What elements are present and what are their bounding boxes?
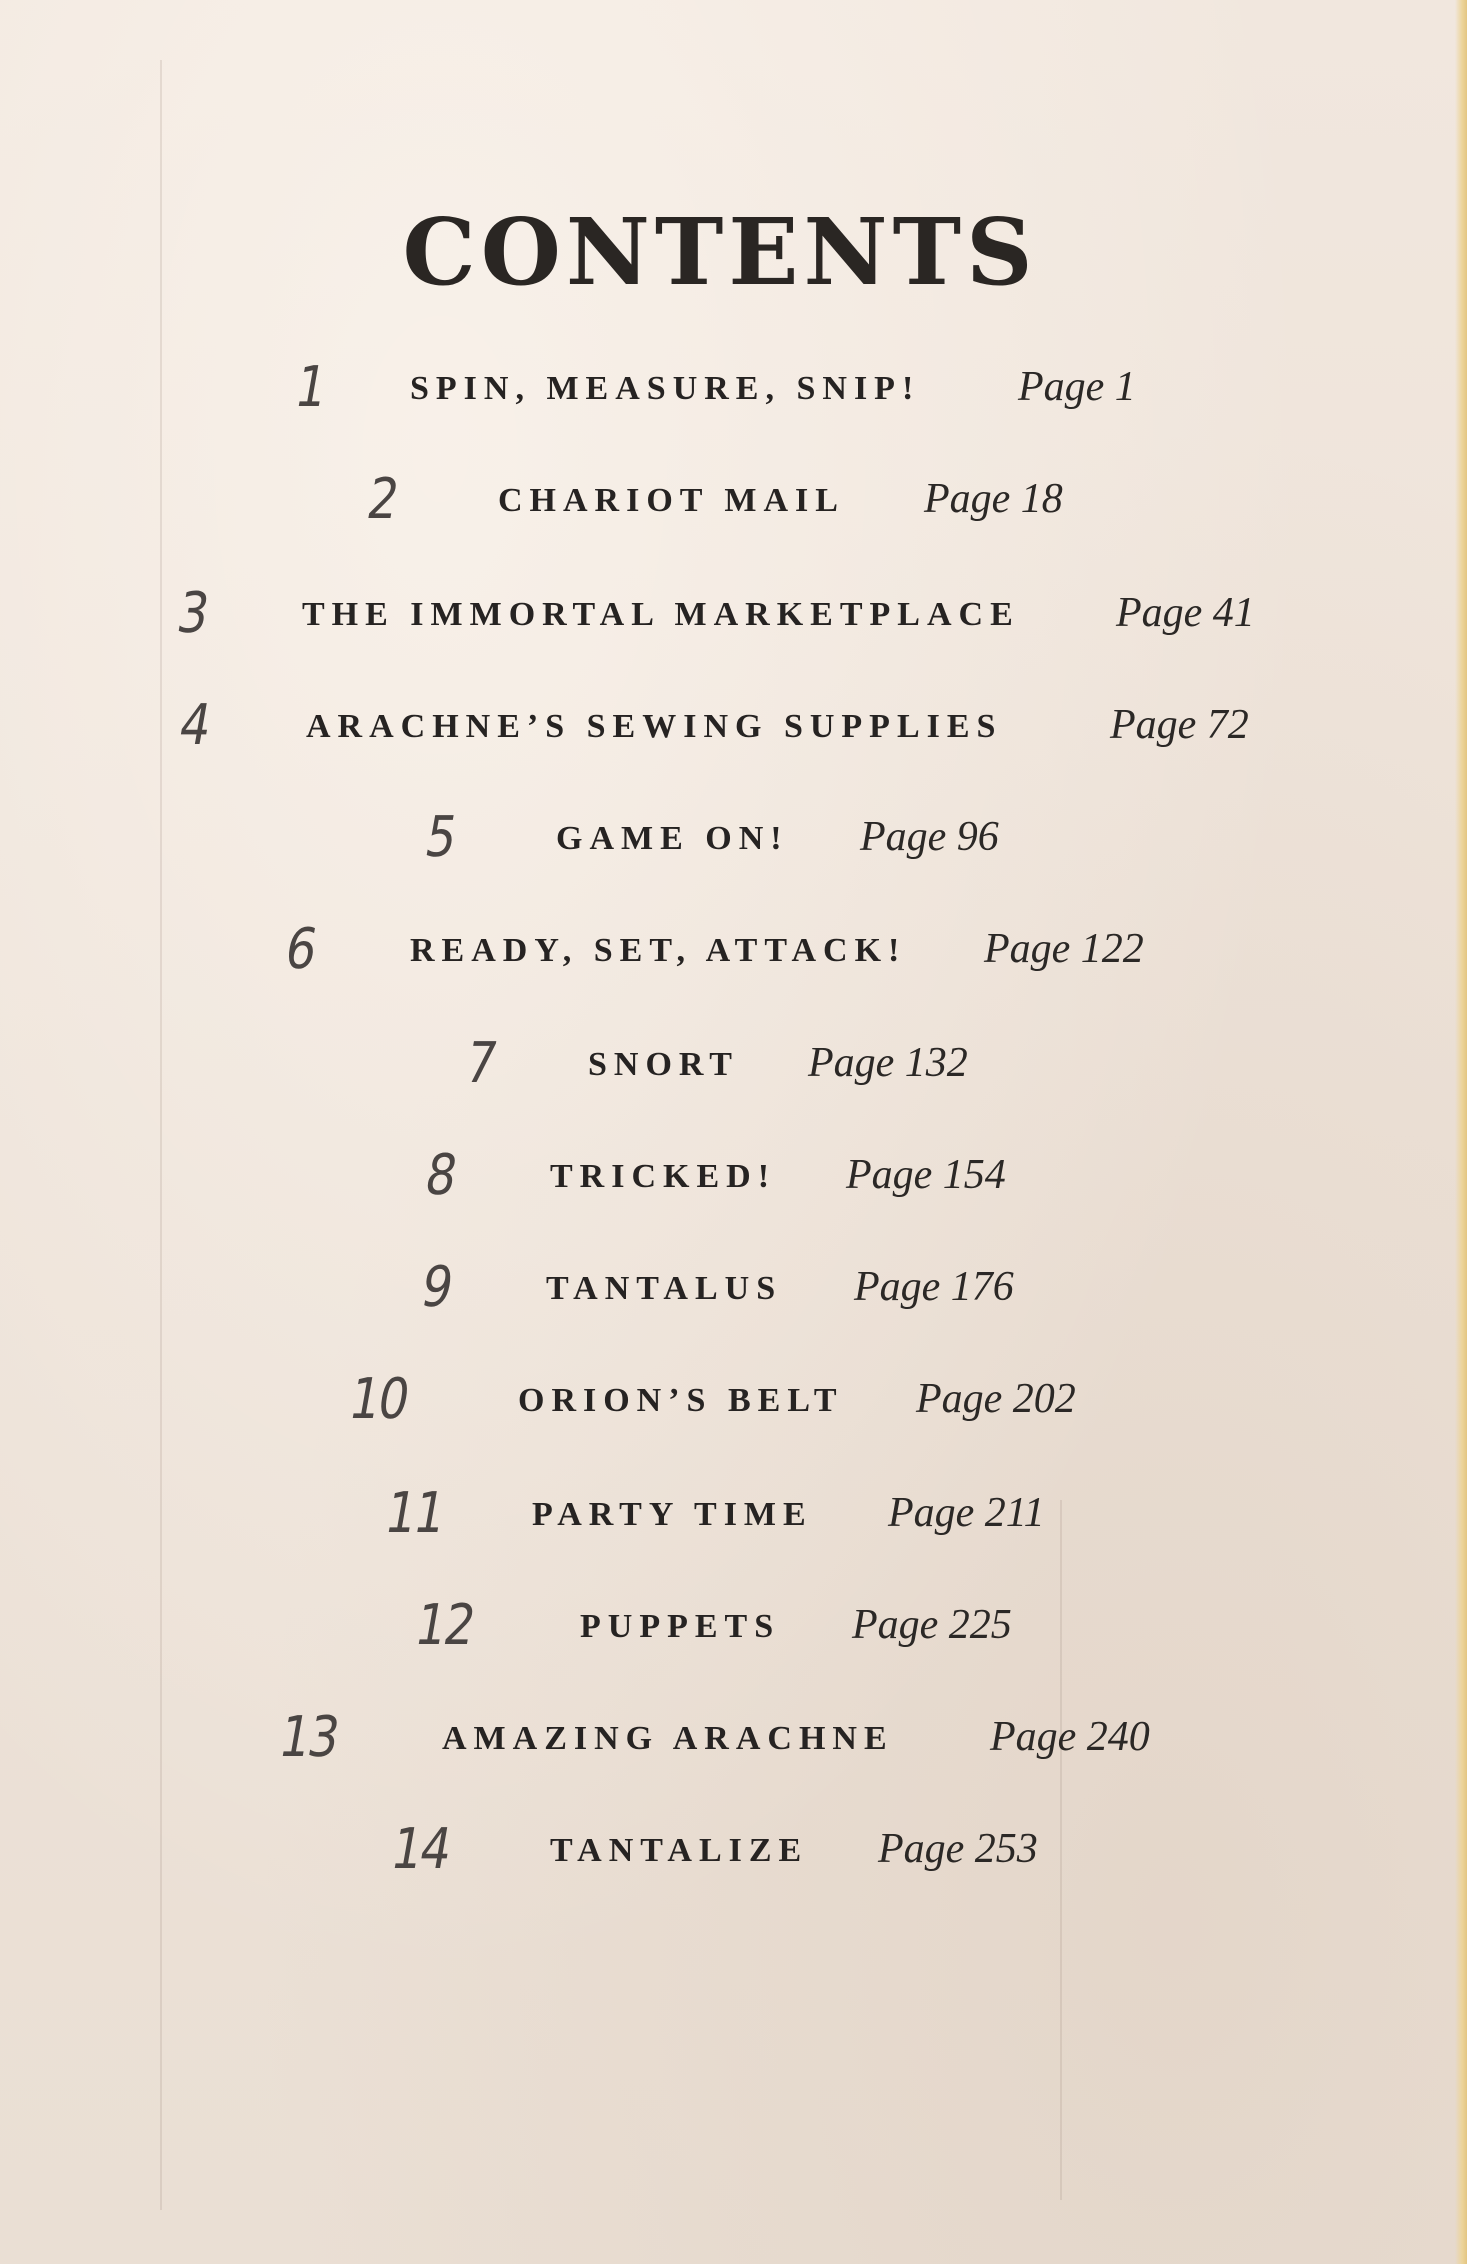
toc-entry <box>0 805 1440 890</box>
toc-entry <box>0 1143 1440 1228</box>
handwritten-chapter-number: 11 <box>380 1481 449 1546</box>
toc-entry <box>0 581 1440 666</box>
chapter-title: CHARIOT MAIL <box>498 482 845 519</box>
handwritten-chapter-number: 7 <box>460 1031 501 1096</box>
handwritten-chapter-number: 10 <box>344 1367 413 1432</box>
page-reference: Page 1 <box>1018 364 1136 410</box>
page-reference: Page 225 <box>852 1602 1012 1648</box>
page-reference: Page 132 <box>808 1040 968 1086</box>
toc-entry <box>0 693 1440 778</box>
handwritten-chapter-number: 14 <box>386 1817 455 1882</box>
toc-entry <box>0 1255 1440 1340</box>
chapter-title: TRICKED! <box>550 1158 777 1195</box>
chapter-title: SNORT <box>588 1046 739 1083</box>
handwritten-chapter-number: 3 <box>172 581 213 646</box>
toc-entry <box>0 1031 1440 1116</box>
page-reference: Page 211 <box>888 1490 1045 1536</box>
toc-entry <box>0 917 1440 1002</box>
chapter-title: PARTY TIME <box>532 1496 813 1533</box>
chapter-title: READY, SET, ATTACK! <box>410 932 907 969</box>
toc-entry <box>0 1817 1440 1902</box>
chapter-title: GAME ON! <box>556 820 789 857</box>
handwritten-chapter-number: 5 <box>420 805 461 870</box>
page-reference: Page 96 <box>860 814 999 860</box>
handwritten-chapter-number: 4 <box>174 693 215 758</box>
handwritten-chapter-number: 13 <box>274 1705 343 1770</box>
toc-entry <box>0 1481 1440 1566</box>
toc-entry <box>0 355 1440 440</box>
handwritten-chapter-number: 6 <box>280 917 321 982</box>
handwritten-chapter-number: 1 <box>290 355 331 420</box>
page-reference: Page 122 <box>984 926 1144 972</box>
handwritten-chapter-number: 9 <box>416 1255 457 1320</box>
page-reference: Page 18 <box>924 476 1063 522</box>
page-reference: Page 253 <box>878 1826 1038 1872</box>
page-reference: Page 240 <box>990 1714 1150 1760</box>
toc-entry <box>0 1705 1440 1790</box>
page-reference: Page 176 <box>854 1264 1014 1310</box>
chapter-title: ARACHNE’S SEWING SUPPLIES <box>306 708 1003 745</box>
page-title: CONTENTS <box>402 198 1038 306</box>
page-reference: Page 41 <box>1116 590 1255 636</box>
chapter-title: AMAZING ARACHNE <box>442 1720 894 1757</box>
handwritten-chapter-number: 8 <box>420 1143 461 1208</box>
chapter-title: THE IMMORTAL MARKETPLACE <box>302 596 1020 633</box>
toc-entry <box>0 467 1440 552</box>
chapter-title: PUPPETS <box>580 1608 781 1645</box>
toc-entry <box>0 1367 1440 1452</box>
page-reference: Page 202 <box>916 1376 1076 1422</box>
chapter-title: SPIN, MEASURE, SNIP! <box>410 370 921 407</box>
toc-entry <box>0 1593 1440 1678</box>
handwritten-chapter-number: 12 <box>410 1593 479 1658</box>
handwritten-chapter-number: 2 <box>362 467 403 532</box>
page-reference: Page 72 <box>1110 702 1249 748</box>
chapter-title: TANTALUS <box>546 1270 783 1307</box>
chapter-title: TANTALIZE <box>550 1832 809 1869</box>
chapter-title: ORION’S BELT <box>518 1382 844 1419</box>
page-edge <box>1455 0 1467 2264</box>
page-reference: Page 154 <box>846 1152 1006 1198</box>
